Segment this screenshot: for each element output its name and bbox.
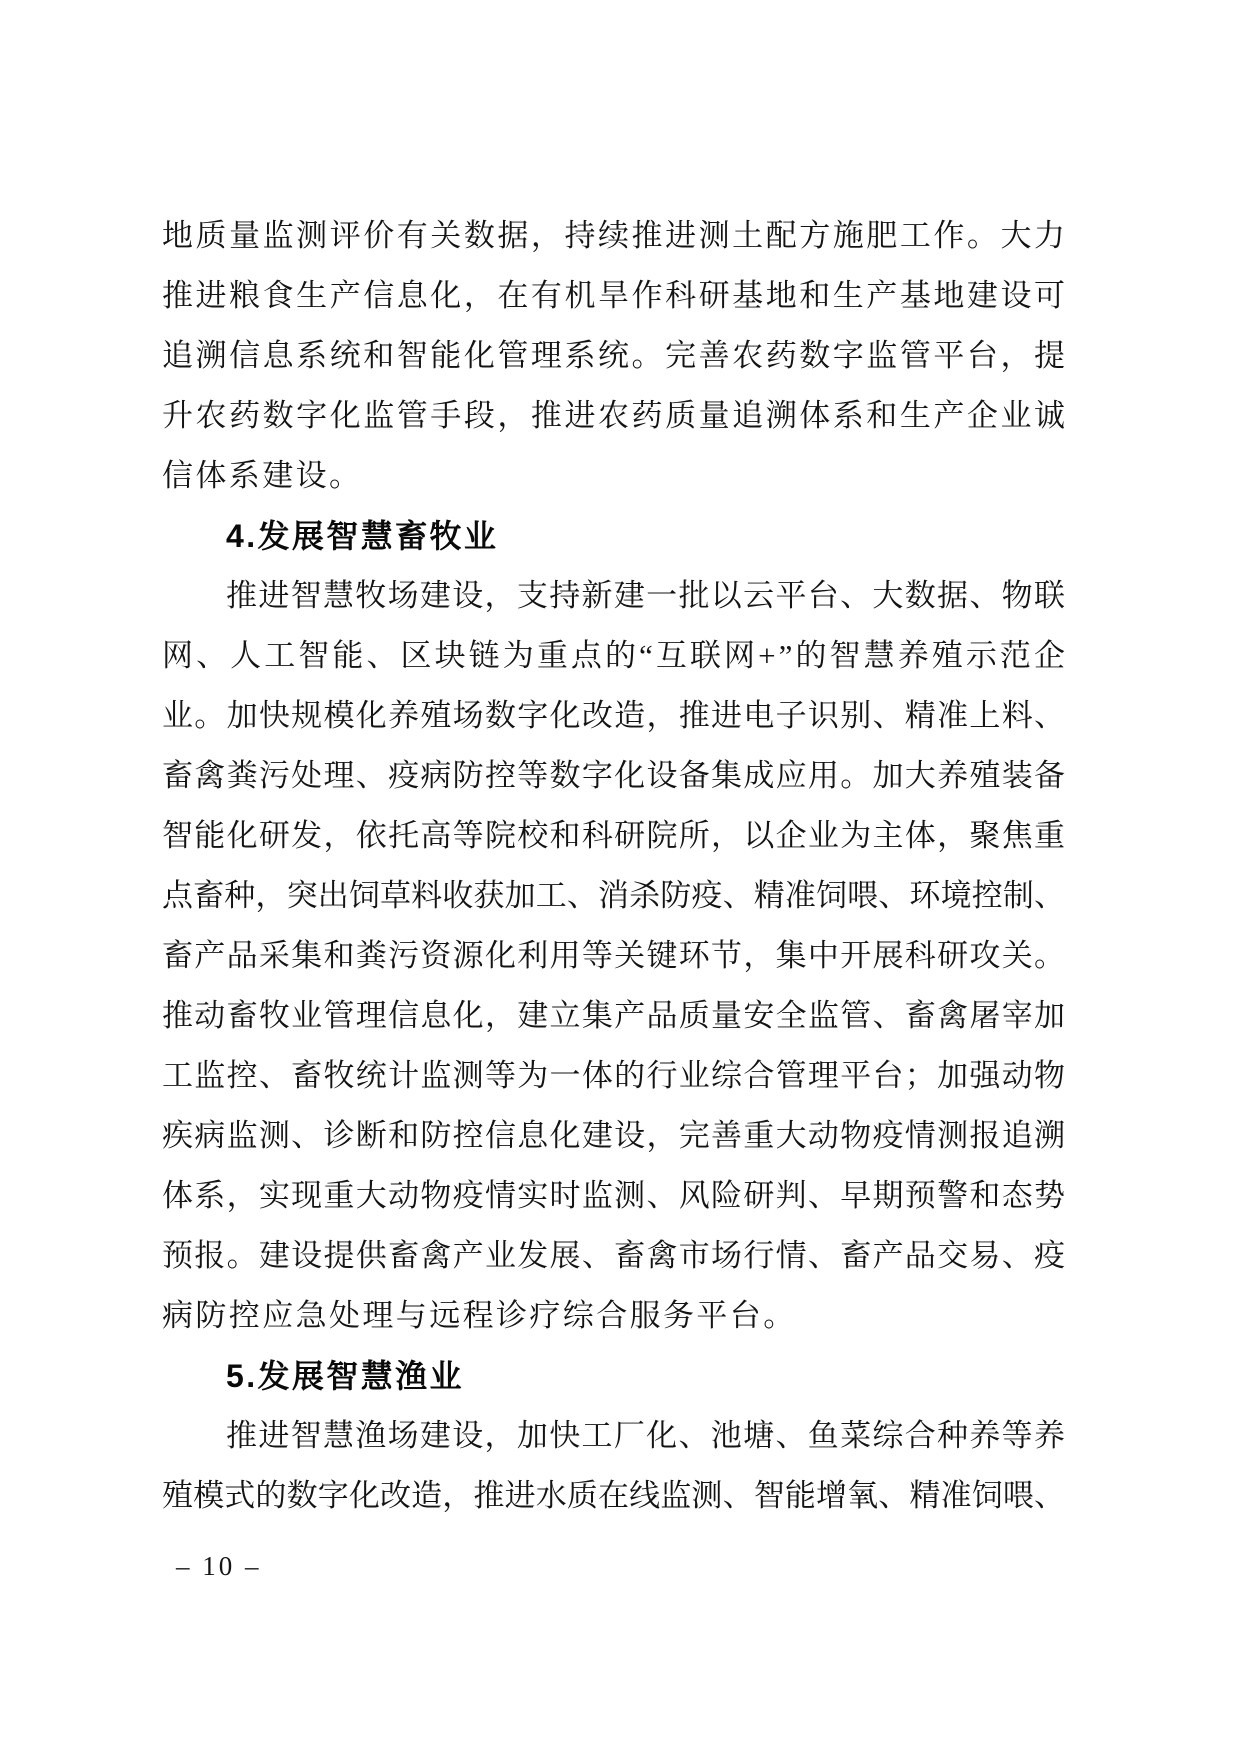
text-line: 预报。建设提供畜禽产业发展、畜禽市场行情、畜产品交易、疫 bbox=[162, 1238, 1067, 1273]
text-line: 推进粮食生产信息化，在有机旱作科研基地和生产基地建设可 bbox=[162, 278, 1068, 313]
text-line: 升农药数字化监管手段，推进农药质量追溯体系和生产企业诚 bbox=[162, 398, 1068, 433]
text-line: 推进智慧牧场建设，支持新建一批以云平台、大数据、物联 bbox=[226, 578, 1067, 613]
text-line: 畜产品采集和粪污资源化利用等关键环节，集中开展科研攻关。 bbox=[162, 938, 1067, 973]
text-line: 信体系建设。 bbox=[162, 458, 363, 493]
text-line: 病防控应急处理与远程诊疗综合服务平台。 bbox=[162, 1298, 797, 1333]
para-smart-livestock bbox=[162, 566, 1069, 1346]
text-line: 畜禽粪污处理、疫病防控等数字化设备集成应用。加大养殖装备 bbox=[162, 758, 1067, 793]
text-line: 殖模式的数字化改造，推进水质在线监测、智能增氧、精准饲喂、 bbox=[162, 1478, 1066, 1513]
text-line: 疾病监测、诊断和防控信息化建设，完善重大动物疫情测报追溯 bbox=[162, 1118, 1067, 1153]
text-line: 业。加快规模化养殖场数字化改造，推进电子识别、精准上料、 bbox=[162, 698, 1067, 733]
section-heading: 5.发展智慧渔业 bbox=[226, 1358, 464, 1394]
text-line: 智能化研发，依托高等院校和科研院所，以企业为主体，聚焦重 bbox=[162, 818, 1067, 853]
heading-smart-fishery bbox=[162, 1346, 1065, 1406]
text-line: 工监控、畜牧统计监测等为一体的行业综合管理平台；加强动物 bbox=[162, 1058, 1067, 1093]
text-line: 追溯信息系统和智能化管理系统。完善农药数字监管平台，提 bbox=[162, 338, 1068, 373]
para-smart-fishery bbox=[162, 1406, 1065, 1526]
para-crop-production-info bbox=[162, 206, 1068, 506]
text-line: 推进智慧渔场建设，加快工厂化、池塘、鱼菜综合种养等养 bbox=[226, 1418, 1067, 1453]
text-line: 体系，实现重大动物疫情实时监测、风险研判、早期预警和态势 bbox=[162, 1178, 1067, 1213]
text-line: 推动畜牧业管理信息化，建立集产品质量安全监管、畜禽屠宰加 bbox=[162, 998, 1067, 1033]
heading-smart-livestock bbox=[162, 506, 1065, 566]
text-line: 地质量监测评价有关数据，持续推进测土配方施肥工作。大力 bbox=[162, 218, 1068, 253]
section-heading: 4.发展智慧畜牧业 bbox=[226, 518, 499, 554]
text-line: 网、人工智能、区块链为重点的“互联网+”的智慧养殖示范企 bbox=[162, 638, 1069, 673]
page-number: – 10 – bbox=[176, 1551, 262, 1581]
text-line: 点畜种，突出饲草料收获加工、消杀防疫、精准饲喂、环境控制、 bbox=[162, 878, 1066, 913]
document-body bbox=[162, 206, 1069, 1526]
